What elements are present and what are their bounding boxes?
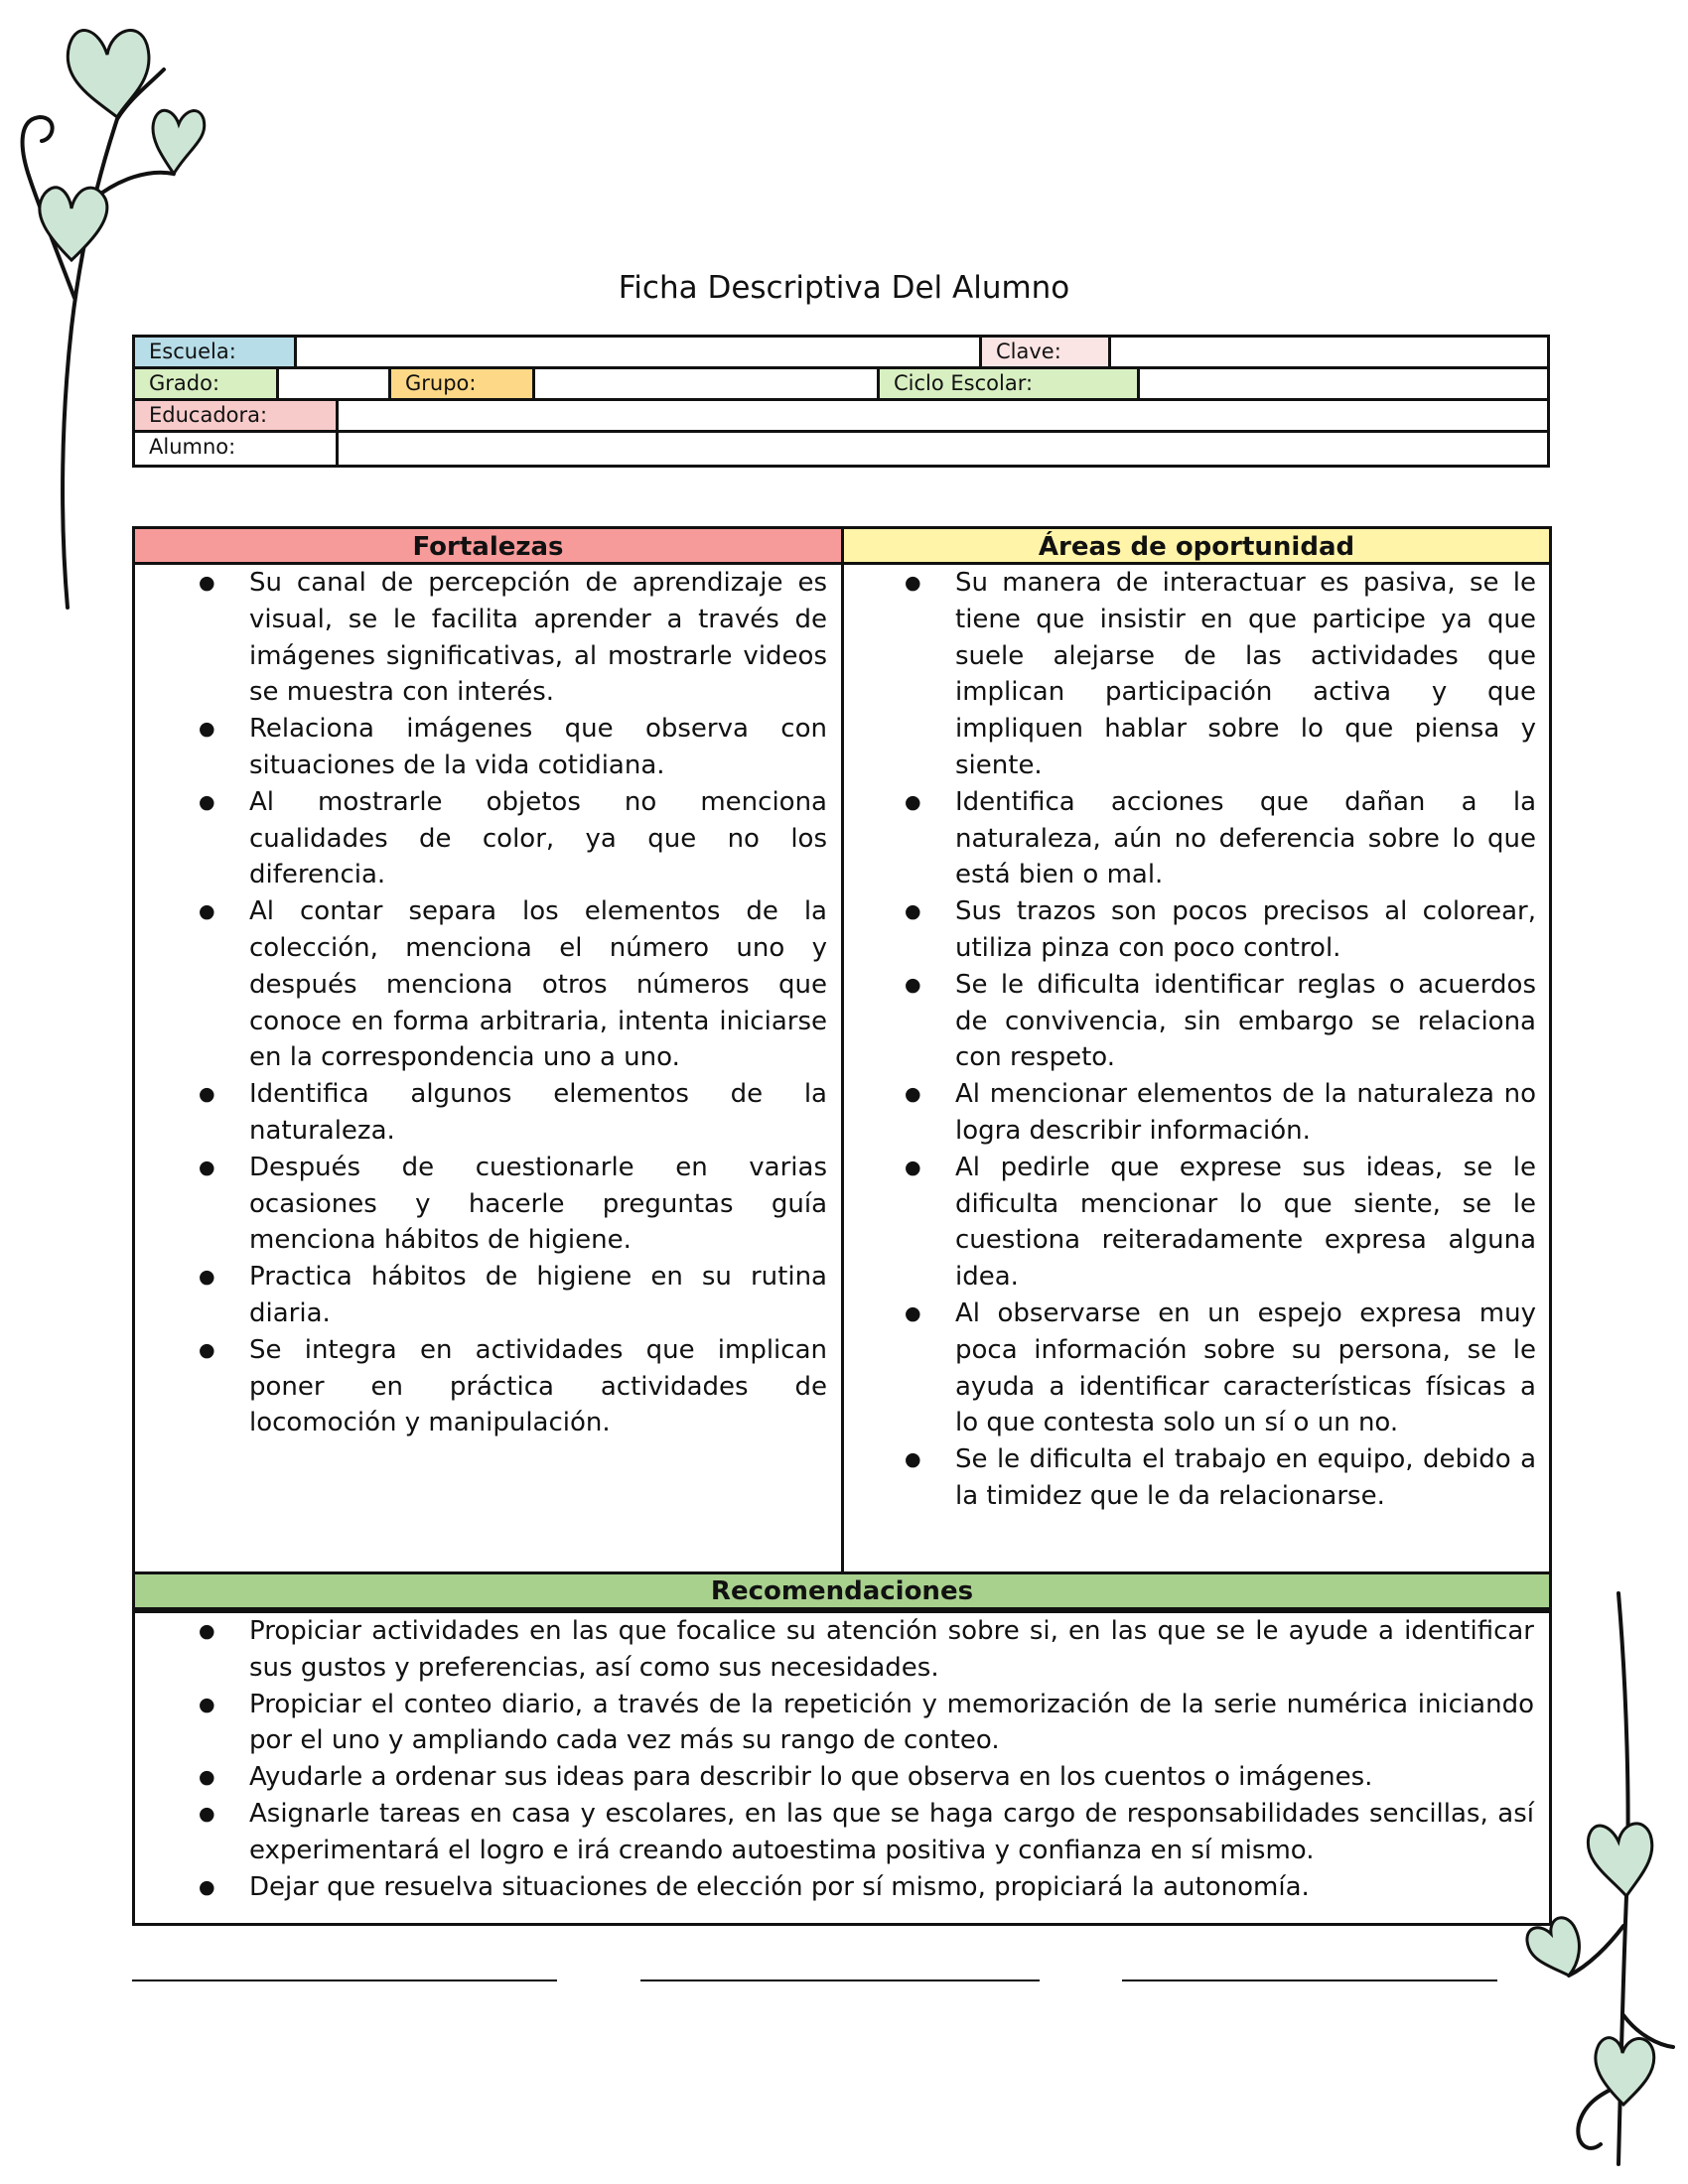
list-item: ● Su canal de percepción de aprendizaje es visual, se le facilita aprender a través de imágenes significativas, al mostrarle videos se muestra con interés. [135,565,827,711]
alumno-label: Alumno: [135,433,339,465]
fortalezas-areas-table [132,526,1552,1574]
list-item: ● Relaciona imágenes que observa con situaciones de la vida cotidiana. [135,711,827,784]
list-item: ● Propiciar actividades en las que focalice su atención sobre si, en las que se le ayude a identificar sus gustos y preferencias, así como sus necesidades. [135,1613,1534,1687]
areas-list [841,565,1536,1515]
info-row-grado [135,369,1547,401]
list-item: ● Sus trazos son pocos precisos al colorear, utiliza pinza con poco control. [841,893,1536,967]
escuela-label: Escuela: [135,338,297,366]
recomendaciones-box [132,1610,1552,1926]
grupo-label: Grupo: [391,369,535,398]
grado-field[interactable] [279,369,391,398]
list-item: ● Al observarse en un espejo expresa muy poca información sobre su persona, se le ayuda a identificar características físicas a lo que contesta solo un sí o un no. [841,1296,1536,1441]
list-item: ● Dejar que resuelva situaciones de elección por sí mismo, propiciará la autonomía. [135,1869,1534,1906]
list-item: ● Al pedirle que exprese sus ideas, se le dificulta mencionar lo que siente, se le cuestiona reiteradamente expresa alguna idea. [841,1150,1536,1296]
page-title: Ficha Descriptiva Del Alumno [618,270,1070,306]
list-item: ● Se le dificulta identificar reglas o acuerdos de convivencia, sin embargo se relaciona con respeto. [841,967,1536,1076]
list-item: ● Identifica algunos elementos de la naturaleza. [135,1076,827,1150]
list-item: ● Su manera de interactuar es pasiva, se le tiene que insistir en que participe ya que suele alejarse de las actividades que implican participación activa y que impliquen hablar sobre lo que piensa y siente. [841,565,1536,784]
list-item: ● Ayudarle a ordenar sus ideas para describir lo que observa en los cuentos o imágenes. [135,1759,1534,1796]
areas-heading: Áreas de oportunidad [844,529,1549,565]
clave-field[interactable] [1111,338,1547,366]
fortalezas-list [135,565,827,1441]
list-item: ● Asignarle tareas en casa y escolares, en las que se haga cargo de responsabilidades sencillas, así experimentará el logro e irá creando autoestima positiva y confianza en sí mismo. [135,1796,1534,1869]
list-item: ● Después de cuestionarle en varias ocasiones y hacerle preguntas guía menciona hábitos de higiene. [135,1150,827,1259]
alumno-field[interactable] [339,433,1547,465]
list-item: ● Se integra en actividades que implican poner en práctica actividades de locomoción y manipulación. [135,1332,827,1441]
leaf-icon [40,31,205,260]
list-item: ● Al contar separa los elementos de la colección, menciona el número uno y después menciona otros números que conoce en forma arbitraria, intenta iniciarse en la correspondencia uno a uno. [135,893,827,1076]
list-item: ● Propiciar el conteo diario, a través de la repetición y memorización de la serie numérica iniciando por el uno y ampliando cada vez más su rango de conteo. [135,1687,1534,1760]
educadora-label: Educadora: [135,401,339,430]
signature-line-2 [640,1979,1040,1981]
clave-label: Clave: [982,338,1111,366]
recomendaciones-list [135,1613,1534,1905]
student-info-table [132,335,1550,468]
list-item: ● Identifica acciones que dañan a la naturaleza, aún no deferencia sobre lo que está bien o mal. [841,784,1536,893]
list-item: ● Practica hábitos de higiene en su rutina diaria. [135,1259,827,1332]
list-item: ● Se le dificulta el trabajo en equipo, debido a la timidez que le da relacionarse. [841,1441,1536,1515]
ciclo-escolar-label: Ciclo Escolar: [880,369,1140,398]
list-item: ● Al mostrarle objetos no menciona cualidades de color, ya que no los diferencia. [135,784,827,893]
info-row-educadora [135,401,1547,433]
info-row-escuela [135,338,1547,369]
ciclo-escolar-field[interactable] [1140,369,1547,398]
info-row-alumno [135,433,1547,465]
list-item: ● Al mencionar elementos de la naturaleza no logra describir información. [841,1076,1536,1150]
signature-line-1 [132,1979,557,1981]
escuela-field[interactable] [297,338,982,366]
recomendaciones-heading: Recomendaciones [132,1574,1552,1610]
grado-label: Grado: [135,369,279,398]
grupo-field[interactable] [535,369,880,398]
signature-line-3 [1122,1979,1497,1981]
educadora-field[interactable] [339,401,1547,430]
fortalezas-heading: Fortalezas [135,529,841,565]
